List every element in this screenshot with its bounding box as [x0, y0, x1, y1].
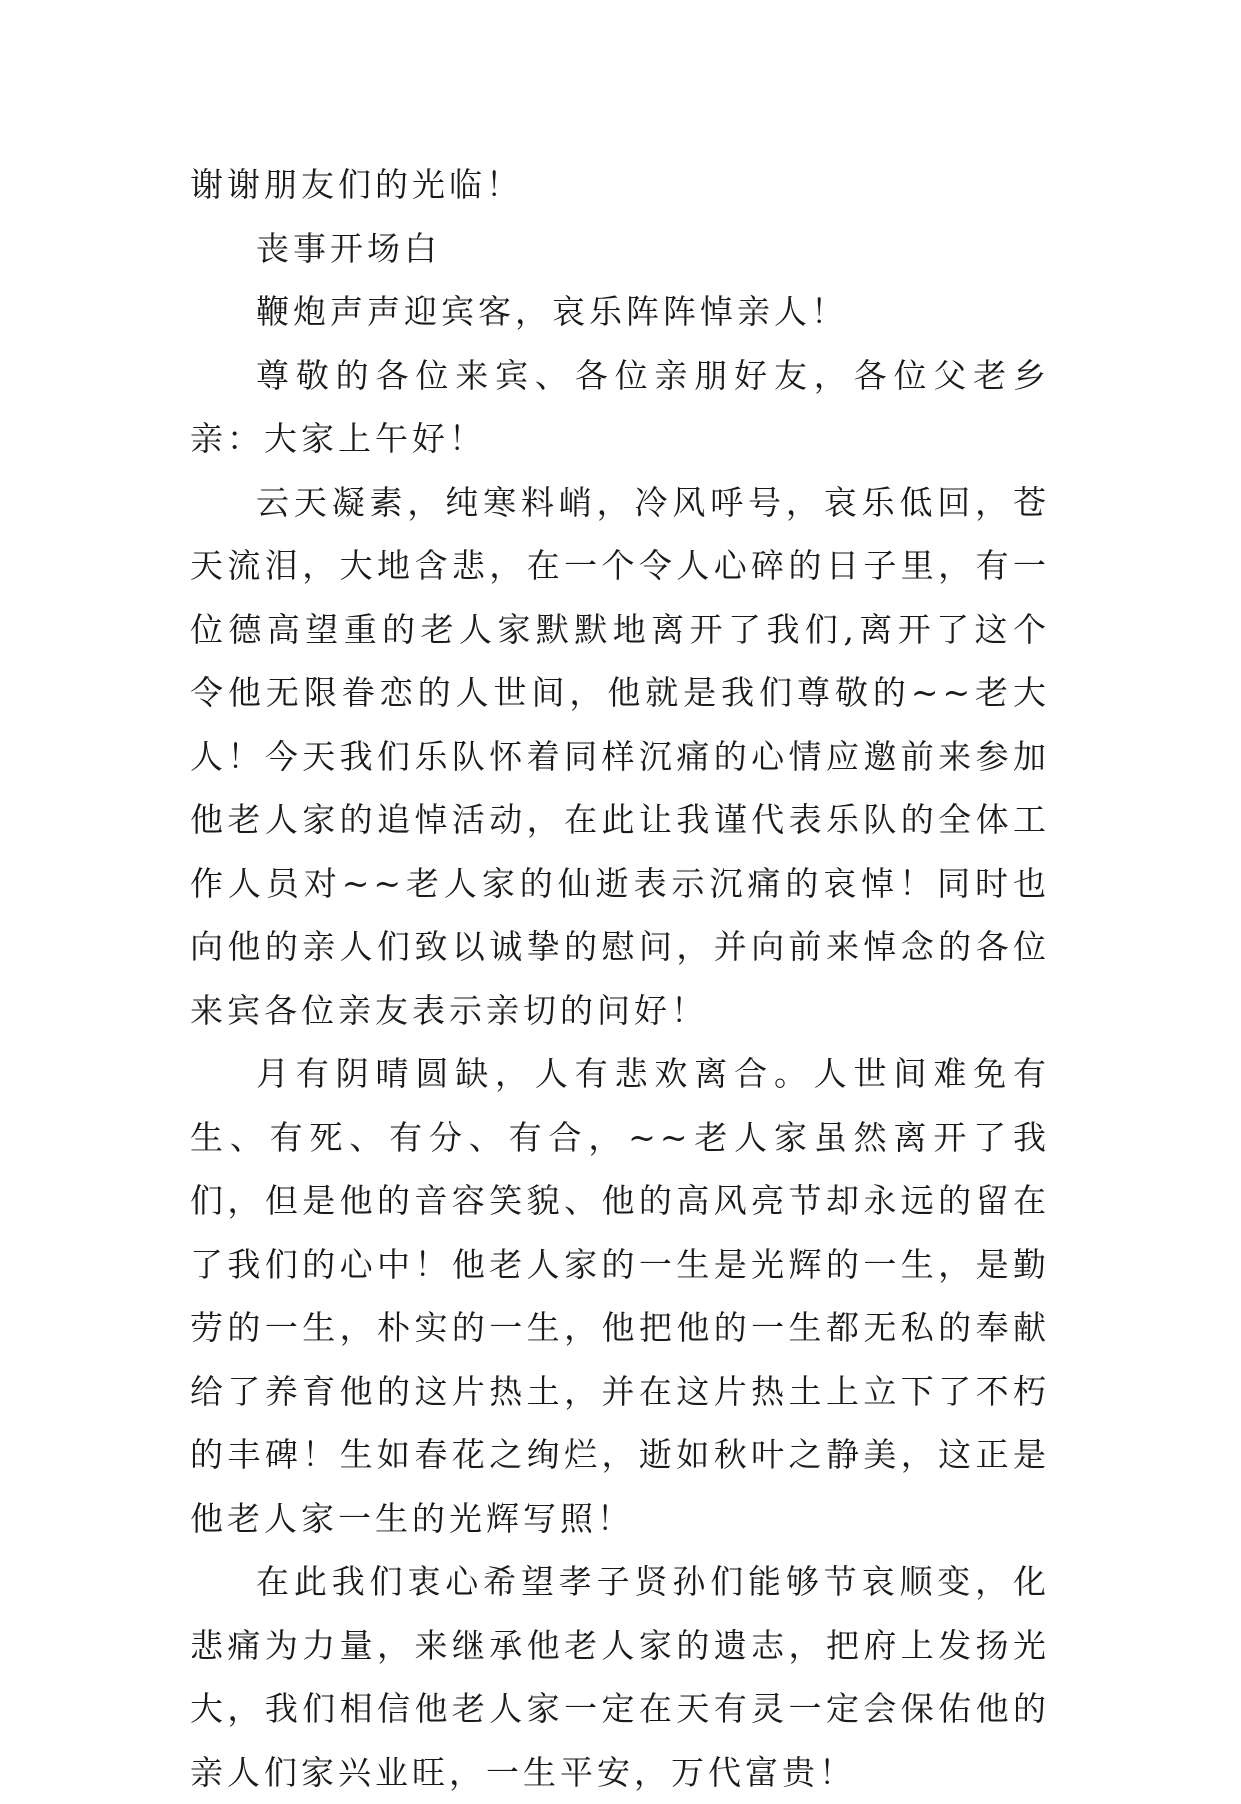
paragraph-greeting: 尊敬的各位来宾、各位亲朋好友，各位父老乡亲：大家上午好！ — [190, 355, 1050, 458]
paragraph-closing-thanks: 谢谢朋友们的光临！ — [190, 165, 523, 204]
paragraph-eulogy-wishes: 在此我们衷心希望孝子贤孙们能够节哀顺变，化悲痛为力量，来继承他老人家的遗志，把府上发扬光大，我们相信他老人家一定在天有灵一定会保佑他的亲人们家兴业旺，一生平安，万代富贵！ — [190, 1562, 1050, 1792]
document-body — [190, 153, 1050, 1804]
paragraph-heading: 丧事开场白 — [256, 228, 441, 268]
paragraph-eulogy-life: 月有阴晴圆缺，人有悲欢离合。人世间难免有生、有死、有分、有合，~~老人家虽然离开了我们，但是他的音容笑貌、他的高风亮节却永远的留在了我们的心中！他老人家的一生是光辉的一生，是勤劳的一生，朴实的一生，他把他的一生都无私的奉献给了养育他的这片热土，并在这片热土上立下了不朽的丰碑！生如春花之绚烂，逝如秋叶之静美，这正是他老人家一生的光辉写照！ — [190, 1054, 1050, 1538]
paragraph-eulogy-intro: 云天凝素，纯寒料峭，冷风呼号，哀乐低回，苍天流泪，大地含悲，在一个令人心碎的日子里，有一位德高望重的老人家默默地离开了我们,离开了这个令他无限眷恋的人世间，他就是我们尊敬的~~老大人！今天我们乐队怀着同样沉痛的心情应邀前来参加他老人家的追悼活动，在此让我谨代表乐队的全体工作人员对~~老人家的仙逝表示沉痛的哀悼！同时也向他的亲人们致以诚挚的慰问，并向前来悼念的各位来宾各位亲友表示亲切的问好！ — [190, 482, 1050, 1030]
paragraph-couplet: 鞭炮声声迎宾客，哀乐阵阵悼亲人！ — [256, 292, 848, 331]
